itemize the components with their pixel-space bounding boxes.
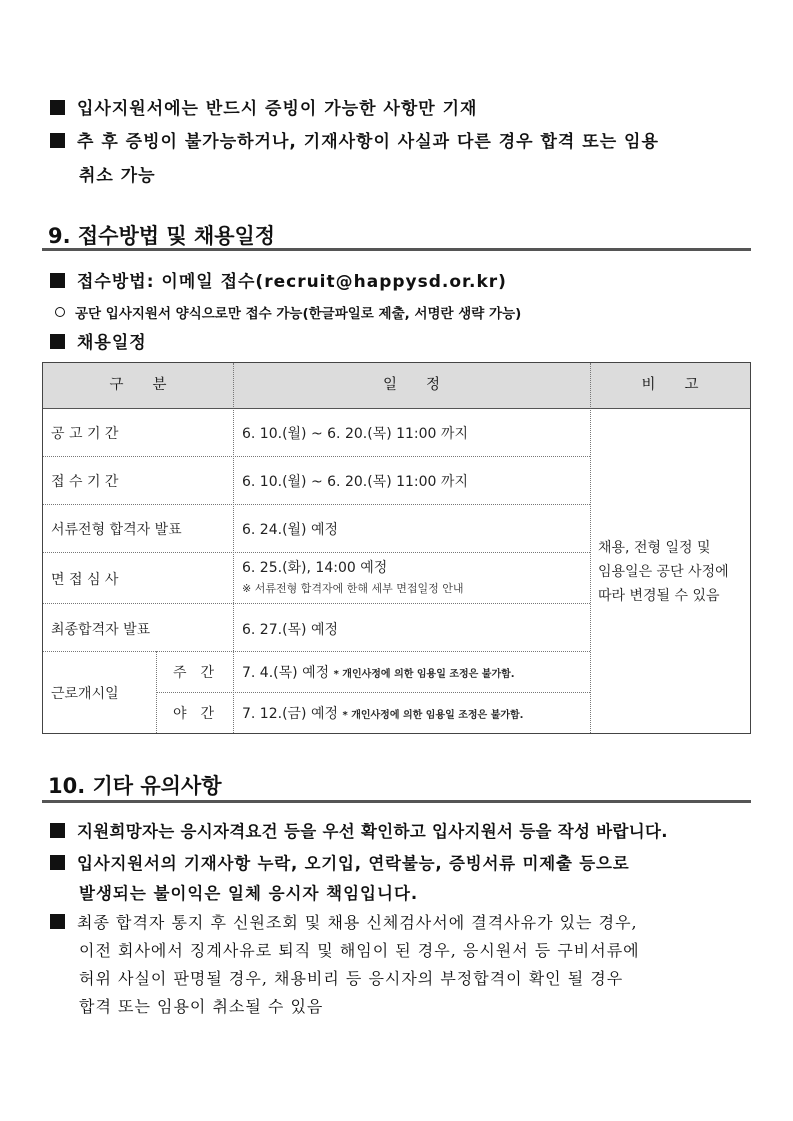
circle-bullet-icon: [55, 307, 65, 317]
row-label-work-start: 근로개시일: [51, 686, 119, 702]
sub-bullet-item: [55, 302, 521, 322]
method-label: 접수방법: 이메일 접수(recruit@happysd.or.kr): [77, 272, 507, 292]
remarks-line: 채용, 전형 일정 및: [598, 540, 711, 556]
bullet-continuation: 취소 가능: [79, 166, 156, 186]
row-sublabel-day: 주 간: [173, 665, 215, 681]
square-bullet-icon: [50, 100, 65, 115]
row-schedule-night: 7. 12.(금) 예정 * 개인사정에 의한 임용일 조정은 불가함.: [242, 706, 524, 722]
bullet-item: [50, 818, 668, 842]
remarks-line: 따라 변경될 수 있음: [598, 588, 720, 604]
bullet-text: 추 후 증빙이 불가능하거나, 기재사항이 사실과 다른 경우 합격 또는 임용: [77, 132, 659, 152]
square-bullet-icon: [50, 273, 65, 288]
bullet-continuation: 허위 사실이 판명될 경우, 채용비리 등 응시자의 부정합격이 확인 될 경우: [79, 969, 624, 988]
row-label-interview: 면 접 심 사: [51, 572, 119, 588]
section-title: 9. 접수방법 및 채용일정: [48, 224, 276, 248]
remarks-line: 임용일은 공단 사정에: [598, 564, 729, 580]
row-label-announcement: 공 고 기 간: [51, 426, 119, 442]
header-remarks: 비 고: [641, 377, 699, 393]
row-note-day: * 개인사정에 의한 임용일 조정은 불가함.: [333, 669, 515, 680]
bullet-item: [50, 910, 638, 933]
bullet-continuation: 합격 또는 임용이 취소될 수 있음: [79, 997, 324, 1016]
row-schedule-day: 7. 4.(목) 예정 * 개인사정에 의한 임용일 조정은 불가함.: [242, 665, 515, 681]
row-label-final-result: 최종합격자 발표: [51, 622, 151, 638]
row-sublabel-night: 야 간: [173, 706, 215, 722]
row-label-document-result: 서류전형 합격자 발표: [51, 522, 182, 538]
bullet-item: [50, 328, 147, 353]
bullet-item: [50, 94, 477, 119]
row-schedule-final-result: 6. 27.(목) 예정: [242, 622, 339, 638]
row-note-night: * 개인사정에 의한 임용일 조정은 불가함.: [342, 710, 524, 721]
bullet-text: 입사지원서에는 반드시 증빙이 가능한 사항만 기재: [77, 99, 478, 119]
square-bullet-icon: [50, 133, 65, 148]
bullet-item: [50, 850, 629, 874]
bullet-continuation: 이전 회사에서 징계사유로 퇴직 및 해임이 된 경우, 응시원서 등 구비서류에: [79, 941, 640, 960]
schedule-table: [42, 362, 751, 734]
schedule-label: 채용일정: [77, 333, 147, 353]
bullet-text: 입사지원서의 기재사항 누락, 오기입, 연락불능, 증빙서류 미제출 등으로: [77, 854, 630, 873]
section-divider: [42, 248, 751, 251]
square-bullet-icon: [50, 334, 65, 349]
square-bullet-icon: [50, 823, 65, 838]
bullet-text: 지원희망자는 응시자격요건 등을 우선 확인하고 입사지원서 등을 작성 바랍니다.: [77, 822, 668, 841]
header-category: 구 분: [109, 377, 167, 393]
bullet-item: [50, 127, 659, 152]
row-subnote-interview: ※ 서류전형 합격자에 한해 세부 면접일정 안내: [242, 582, 464, 595]
row-schedule-announcement: 6. 10.(월) ~ 6. 20.(목) 11:00 까지: [242, 426, 468, 442]
header-schedule: 일 정: [382, 377, 440, 393]
row-schedule-document-result: 6. 24.(월) 예정: [242, 522, 339, 538]
bullet-text: 최종 합격자 통지 후 신원조회 및 채용 신체검사서에 결격사유가 있는 경우,: [77, 913, 638, 932]
bullet-item: [50, 267, 507, 292]
section-divider: [42, 800, 751, 803]
row-schedule-interview: 6. 25.(화), 14:00 예정: [242, 560, 388, 576]
bullet-continuation: 발생되는 불이익은 일체 응시자 책임입니다.: [79, 884, 419, 903]
row-label-application: 접 수 기 간: [51, 474, 119, 490]
square-bullet-icon: [50, 914, 65, 929]
square-bullet-icon: [50, 855, 65, 870]
row-schedule-application: 6. 10.(월) ~ 6. 20.(목) 11:00 까지: [242, 474, 468, 490]
section-title: 10. 기타 유의사항: [48, 774, 222, 798]
method-note: 공단 입사지원서 양식으로만 접수 가능(한글파일로 제출, 서명란 생략 가능): [75, 306, 522, 322]
